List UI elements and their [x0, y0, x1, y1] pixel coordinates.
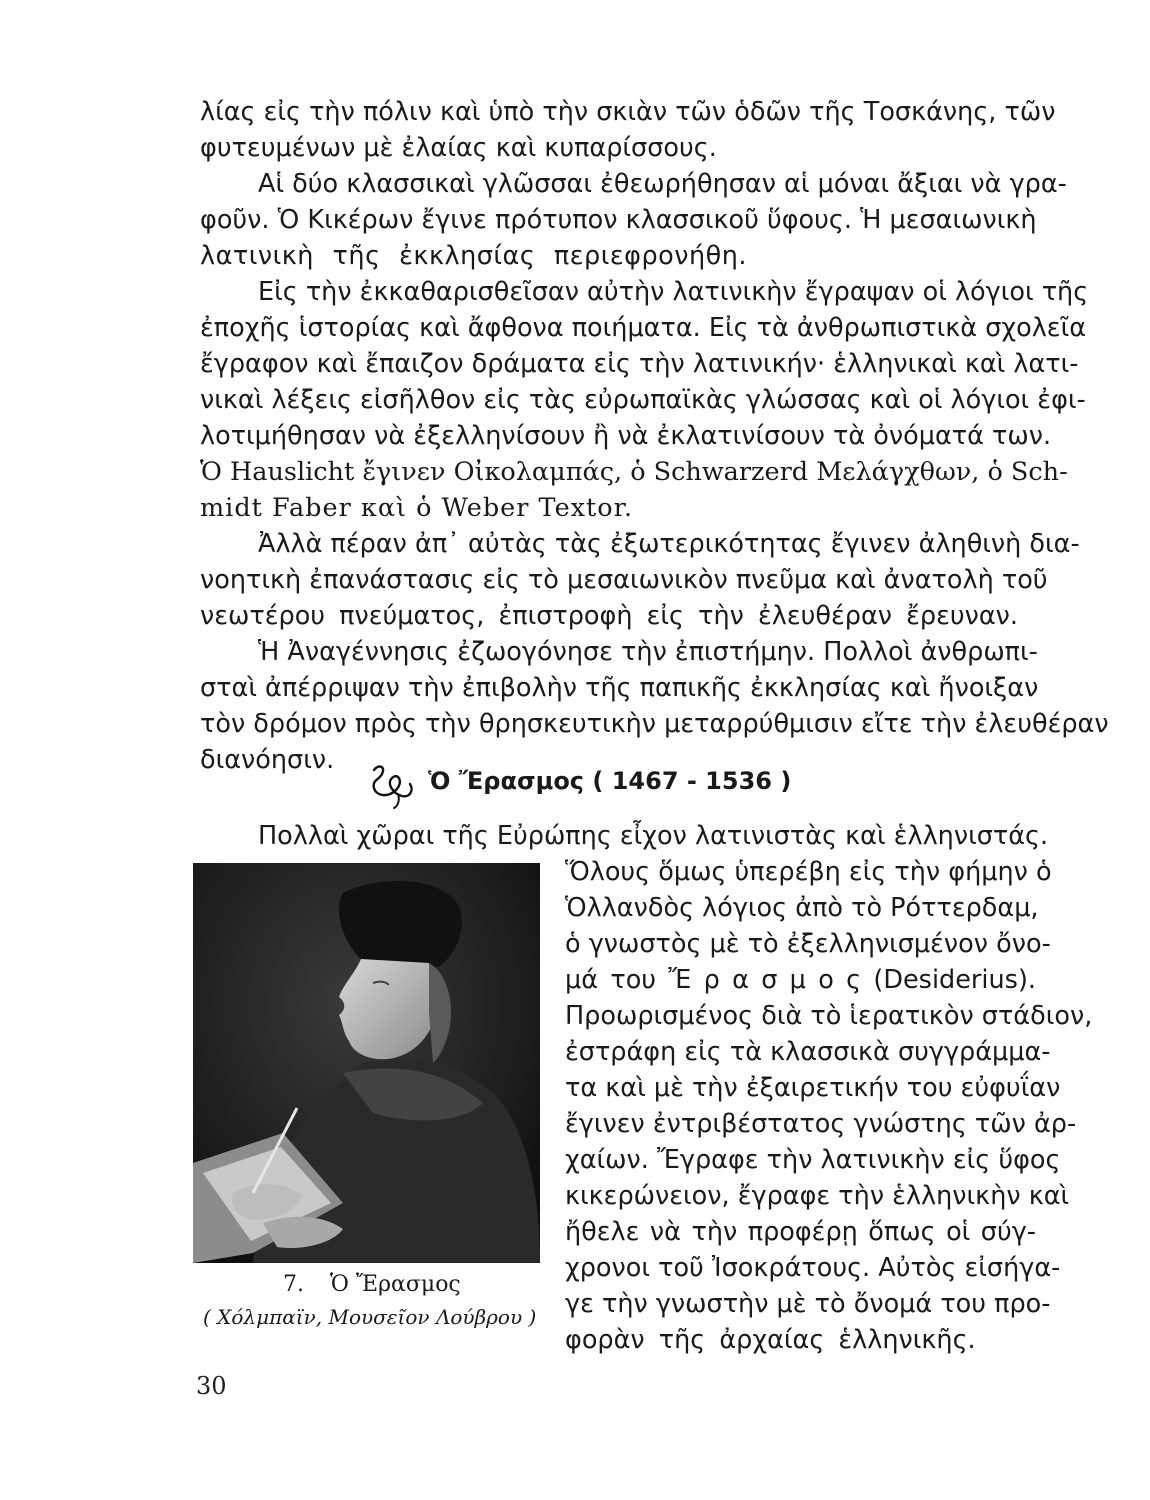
figure-caption-title	[283, 1270, 461, 1300]
section-intro: Πολλαὶ χῶραι τῆς Εὐρώπης εἶχον λατινιστὰς καὶ ἑλληνιστάς.	[258, 821, 1049, 851]
body-line: σταὶ ἀπέρριψαν τὴν ἐπιβολὴν τῆς παπικῆς ἐκκλησίας καὶ ἤνοιξαν	[200, 673, 1039, 703]
body-line: νοητικὴ ἐπανάστασις εἰς τὸ μεσαιωνικὸν πνεῦμα καὶ ἀνατολὴ τοῦ	[200, 565, 1048, 595]
body-line: Αἱ δύο κλασσικαὶ γλῶσσαι ἐθεωρήθησαν αἱ μόναι ἄξιαι νὰ γρα-	[258, 169, 1067, 199]
body-line: κικερώνειον, ἔγραφε τὴν ἑλληνικὴν καὶ	[565, 1181, 1070, 1211]
body-line: ὁ γνωστὸς μὲ τὸ ἐξελληνισμένον ὄνο-	[565, 929, 1051, 959]
body-line: λοτιμήθησαν νὰ ἐξελληνίσουν ἢ νὰ ἐκλατινίσουν τὰ ὀνόματά των.	[200, 421, 1052, 451]
figure-number: 7.	[283, 1272, 304, 1297]
page-number: 30	[196, 1372, 227, 1400]
section-ornament-icon	[368, 760, 418, 810]
body-line: ἐποχῆς ἱστορίας καὶ ἄφθονα ποιήματα. Εἰς τὰ ἀνθρωπιστικὰ σχολεῖα	[200, 313, 1087, 343]
body-line: Ὁ Hauslicht ἔγινεν Οἰκολαμπάς, ὁ Schwarzerd Μελάγχθων, ὁ Sch-	[200, 457, 1068, 487]
body-line: τα καὶ μὲ τὴν ἐξαιρετικήν του εὐφυΐαν	[565, 1073, 1061, 1103]
body-line: φυτευμένων μὲ ἐλαίας καὶ κυπαρίσσους.	[200, 133, 717, 163]
figure-title: Ὁ Ἔρασμος	[330, 1272, 461, 1297]
body-line: χρονοι τοῦ Ἰσοκράτους. Αὐτὸς εἰσήγα-	[565, 1253, 1061, 1283]
figure-caption-source: ( Χόλμπαϊν, Μουσεῖον Λούβρου )	[203, 1305, 537, 1329]
body-line: Εἰς τὴν ἐκκαθαρισθεῖσαν αὐτὴν λατινικὴν ἔγραψαν οἱ λόγιοι τῆς	[258, 277, 1089, 307]
body-line: ἤθελε νὰ τὴν προφέρῃ ὅπως οἱ σύγ-	[565, 1217, 1036, 1247]
body-line: Προωρισμένος διὰ τὸ ἱερατικὸν στάδιον,	[565, 1001, 1093, 1031]
body-line: γε τὴν γνωστὴν μὲ τὸ ὄνομά του προ-	[565, 1289, 1051, 1319]
body-line: χαίων. Ἔγραφε τὴν λατινικὴν εἰς ὕφος	[565, 1145, 1061, 1175]
erasmus-portrait-image	[193, 863, 540, 1263]
body-line: φορὰν τῆς ἀρχαίας ἑλληνικῆς.	[565, 1325, 976, 1355]
body-line: Ἡ Ἀναγέννησις ἐζωογόνησε τὴν ἐπιστήμην. Πολλοὶ ἀνθρωπι-	[258, 637, 1038, 667]
body-line: midt Faber καὶ ὁ Weber Textor.	[200, 493, 634, 523]
body-line: ἐστράφη εἰς τὰ κλασσικὰ συγγράμμα-	[565, 1037, 1051, 1067]
body-line: τὸν δρόμον πρὸς τὴν θρησκευτικὴν μεταρρύθμισιν εἴτε τὴν ἐλευθέραν	[200, 709, 1109, 739]
section-heading: Ὁ Ἔρασμος ( 1467 - 1536 )	[428, 767, 792, 795]
body-line: λίας εἰς τὴν πόλιν καὶ ὑπὸ τὴν σκιὰν τῶν ὁδῶν τῆς Τοσκάνης, τῶν	[200, 97, 1056, 127]
body-line: νεωτέρου πνεύματος, ἐπιστροφὴ εἰς τὴν ἐλευθέραν ἔρευναν.	[200, 601, 1019, 631]
body-line: ἔγραφον καὶ ἔπαιζον δράματα εἰς τὴν λατινικήν· ἑλληνικαὶ καὶ λατι-	[200, 349, 1079, 379]
body-line: νικαὶ λέξεις εἰσῆλθον εἰς τὰς εὐρωπαϊκὰς γλώσσας καὶ οἱ λόγιοι ἐφι-	[200, 385, 1086, 415]
body-line: Ἀλλὰ πέραν ἀπ᾽ αὐτὰς τὰς ἐξωτερικότητας ἔγινεν ἀληθινὴ δια-	[258, 529, 1080, 559]
body-line: Ὁλλανδὸς λόγιος ἀπὸ τὸ Ρόττερδαμ,	[565, 893, 1039, 923]
portrait-illustration	[193, 863, 540, 1263]
body-line: λατινικὴ τῆς ἐκκλησίας περιεφρονήθη.	[200, 241, 748, 271]
body-line: Ὅλους ὅμως ὑπερέβη εἰς τὴν φήμην ὁ	[565, 857, 1052, 887]
body-line: μά του Ἔ ρ α σ μ ο ς (Desiderius).	[565, 965, 1036, 995]
body-line: διανόησιν.	[200, 745, 335, 775]
body-line: φοῦν. Ὁ Κικέρων ἔγινε πρότυπον κλασσικοῦ ὕφους. Ἡ μεσαιωνικὴ	[200, 205, 1037, 235]
body-line: ἔγινεν ἐντριβέστατος γνώστης τῶν ἀρ-	[565, 1109, 1077, 1139]
